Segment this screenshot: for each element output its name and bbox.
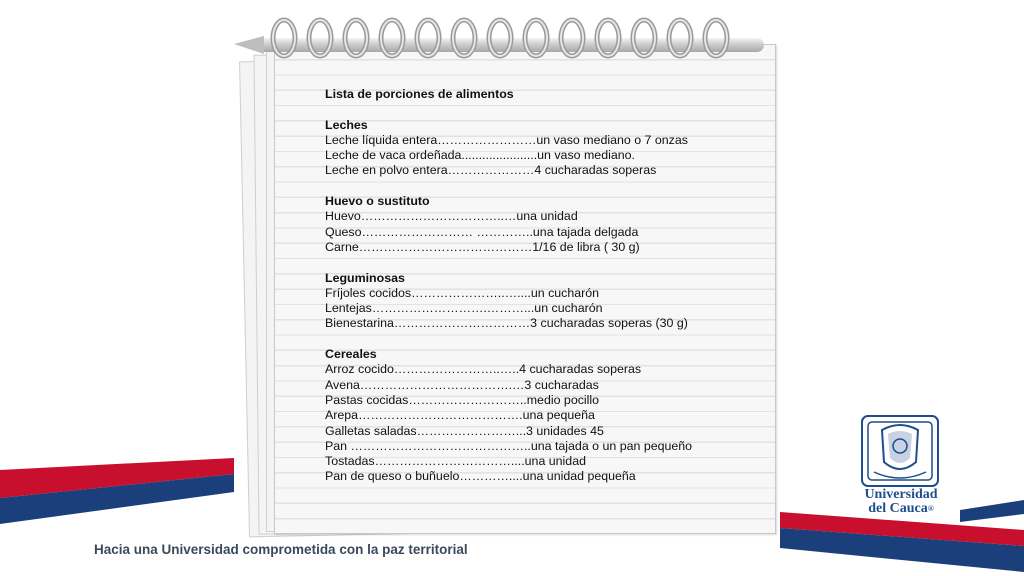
list-item: Huevo……………………………..…una unidad (325, 209, 578, 224)
university-name (846, 488, 956, 516)
list-item: Fríjoles cocidos…………………..…....un cucharón (325, 285, 600, 300)
list-item: Galletas saladas……………………...3 unidades 45 (325, 423, 604, 438)
list-item: Pan de queso o buñuelo…………....una unidad pequeña (325, 469, 636, 484)
section-heading-leguminosas: Leguminosas (325, 270, 405, 285)
list-item: Tostadas……………………………....una unidad (325, 454, 586, 469)
footer-slogan: Hacia una Universidad comprometida con la paz territorial (94, 542, 468, 557)
list-item: Leche líquida entera……………………un vaso mediano o 7 onzas (325, 132, 688, 147)
list-item: Leche de vaca ordeñada......................un vaso mediano. (325, 148, 635, 163)
list-item: Arroz cocido……………………..…..4 cucharadas soperas (325, 362, 642, 377)
list-item: Bienestarina……………………………3 cucharadas soperas (30 g) (325, 316, 688, 331)
list-item: Carne……………………………………1/16 de libra ( 30 g) (325, 239, 640, 254)
list-item: Lentejas……………………….………...un cucharón (325, 301, 603, 316)
list-item: Arepa………………………………….una pequeña (325, 408, 595, 423)
university-name-line2: del Cauca (868, 501, 928, 516)
section-heading-huevo: Huevo o sustituto (325, 194, 430, 209)
list-item: Pan ……………………………………..una tajada o un pan pequeño (325, 438, 693, 453)
list-item: Pastas cocidas………………………..medio pocillo (325, 392, 600, 407)
list-item: Queso……………………… …………..una tajada delgada (325, 224, 639, 239)
food-portions-list (325, 87, 765, 485)
section-heading-cereales: Cereales (325, 347, 377, 362)
university-name-line1: Universidad (864, 487, 938, 502)
spiral-rings (234, 14, 780, 84)
list-title: Lista de porciones de alimentos (325, 87, 514, 101)
list-item: Avena……………………………….…3 cucharadas (325, 377, 599, 392)
list-item: Leche en polvo entera…………………4 cucharadas soperas (325, 163, 657, 178)
registered-mark: ® (927, 504, 934, 513)
section-heading-leches: Leches (325, 117, 368, 132)
